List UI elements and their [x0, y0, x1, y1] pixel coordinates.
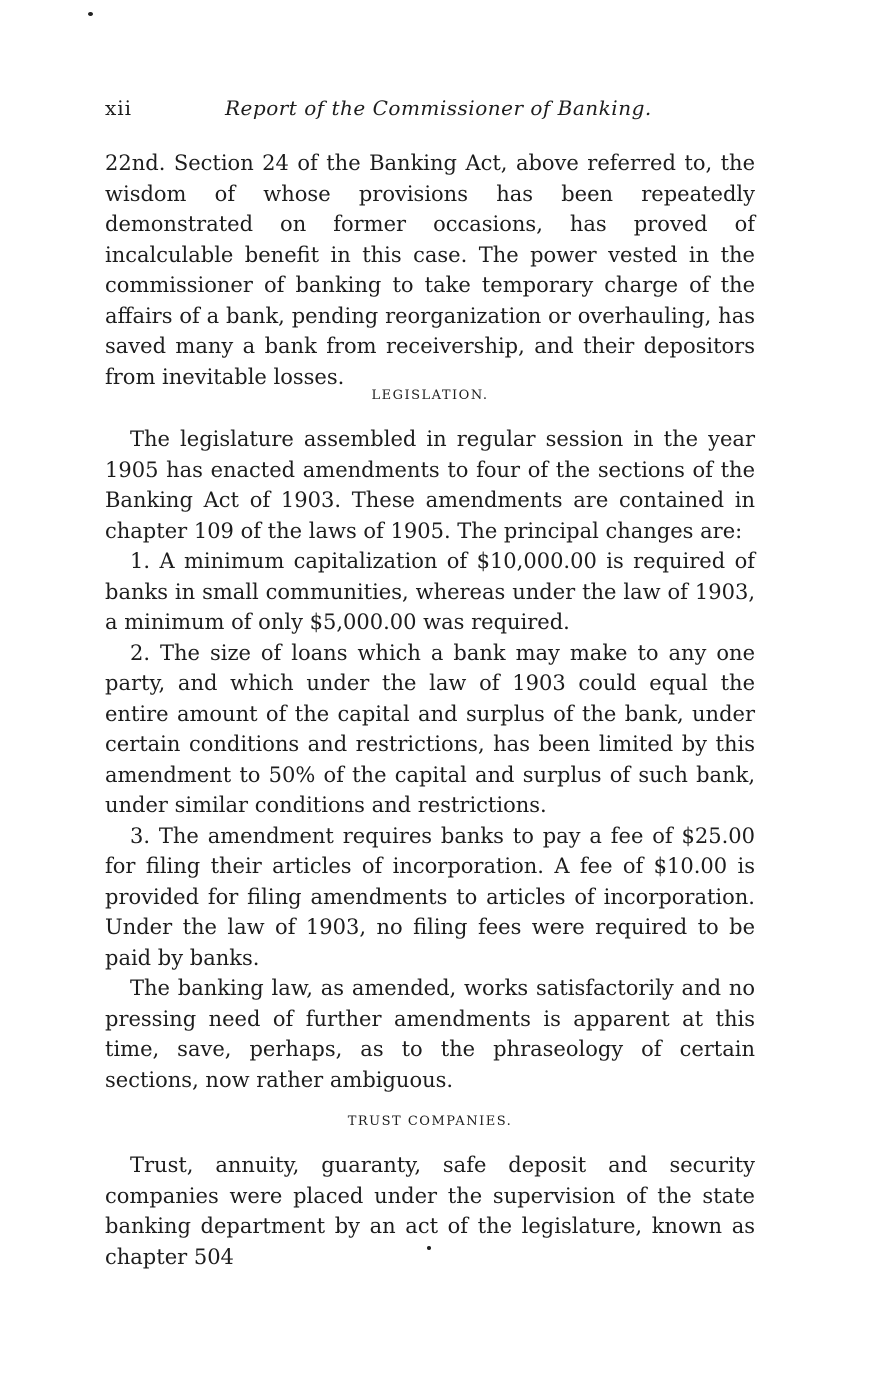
legislation-section [105, 424, 755, 1095]
list-item: 1. A minimum capitalization of $10,000.00 is required of banks in small communities, whereas under the law of 1903, a minimum of only $5,000.00 was required. [105, 549, 755, 634]
section-heading-legislation: LEGISLATION. [371, 388, 489, 403]
section-heading-trust-companies: TRUST COMPANIES. [347, 1114, 513, 1129]
list-item: 3. The amendment requires banks to pay a fee of $25.00 for filing their articles of incorporation. A fee of $10.00 is provided for filing amendments to articles of incorporation. Under the law of 1903, no filing fees were required to be paid by banks. [105, 823, 755, 970]
paragraph: Trust, annuity, guaranty, safe deposit and security companies were placed under the supervision of the state banking department by an act of the legislature, known as chapter 504 [105, 1153, 755, 1269]
ink-speck [88, 12, 93, 16]
paragraph: The legislature assembled in regular session in the year 1905 has enacted amendments to four of the sections of the Banking Act of 1903. These amendments are contained in chapter 109 of the laws of 1905. The principal changes are: [105, 427, 755, 543]
running-title: Report of the Commissioner of Banking. [225, 96, 652, 120]
paragraph: 22nd. Section 24 of the Banking Act, above referred to, the wisdom of whose provisions has been repeatedly demonstrated on former occasions, has proved of incalculable benefit in this case. The power vested in the commissioner of banking to take temporary charge of the affairs of a bank, pending reorganization or overhauling, has saved many a bank from receivership, and their depositors from inevitable losses. [105, 151, 755, 389]
paragraph: The banking law, as amended, works satisfactorily and no pressing need of further amendments is apparent at this time, save, perhaps, as to the phraseology of certain sections, now rather ambiguous. [105, 976, 755, 1092]
page-header [105, 96, 755, 126]
trust-companies-section [105, 1150, 755, 1272]
page-number: xii [105, 96, 133, 120]
intro-section [105, 148, 755, 392]
list-item: 2. The size of loans which a bank may make to any one party, and which under the law of 1903 could equal the entire amount of the capital and surplus of the bank, under certain conditions and restrictions, has been limited by this amendment to 50% of the capital and surplus of such bank, under similar conditions and restrictions. [105, 640, 755, 817]
